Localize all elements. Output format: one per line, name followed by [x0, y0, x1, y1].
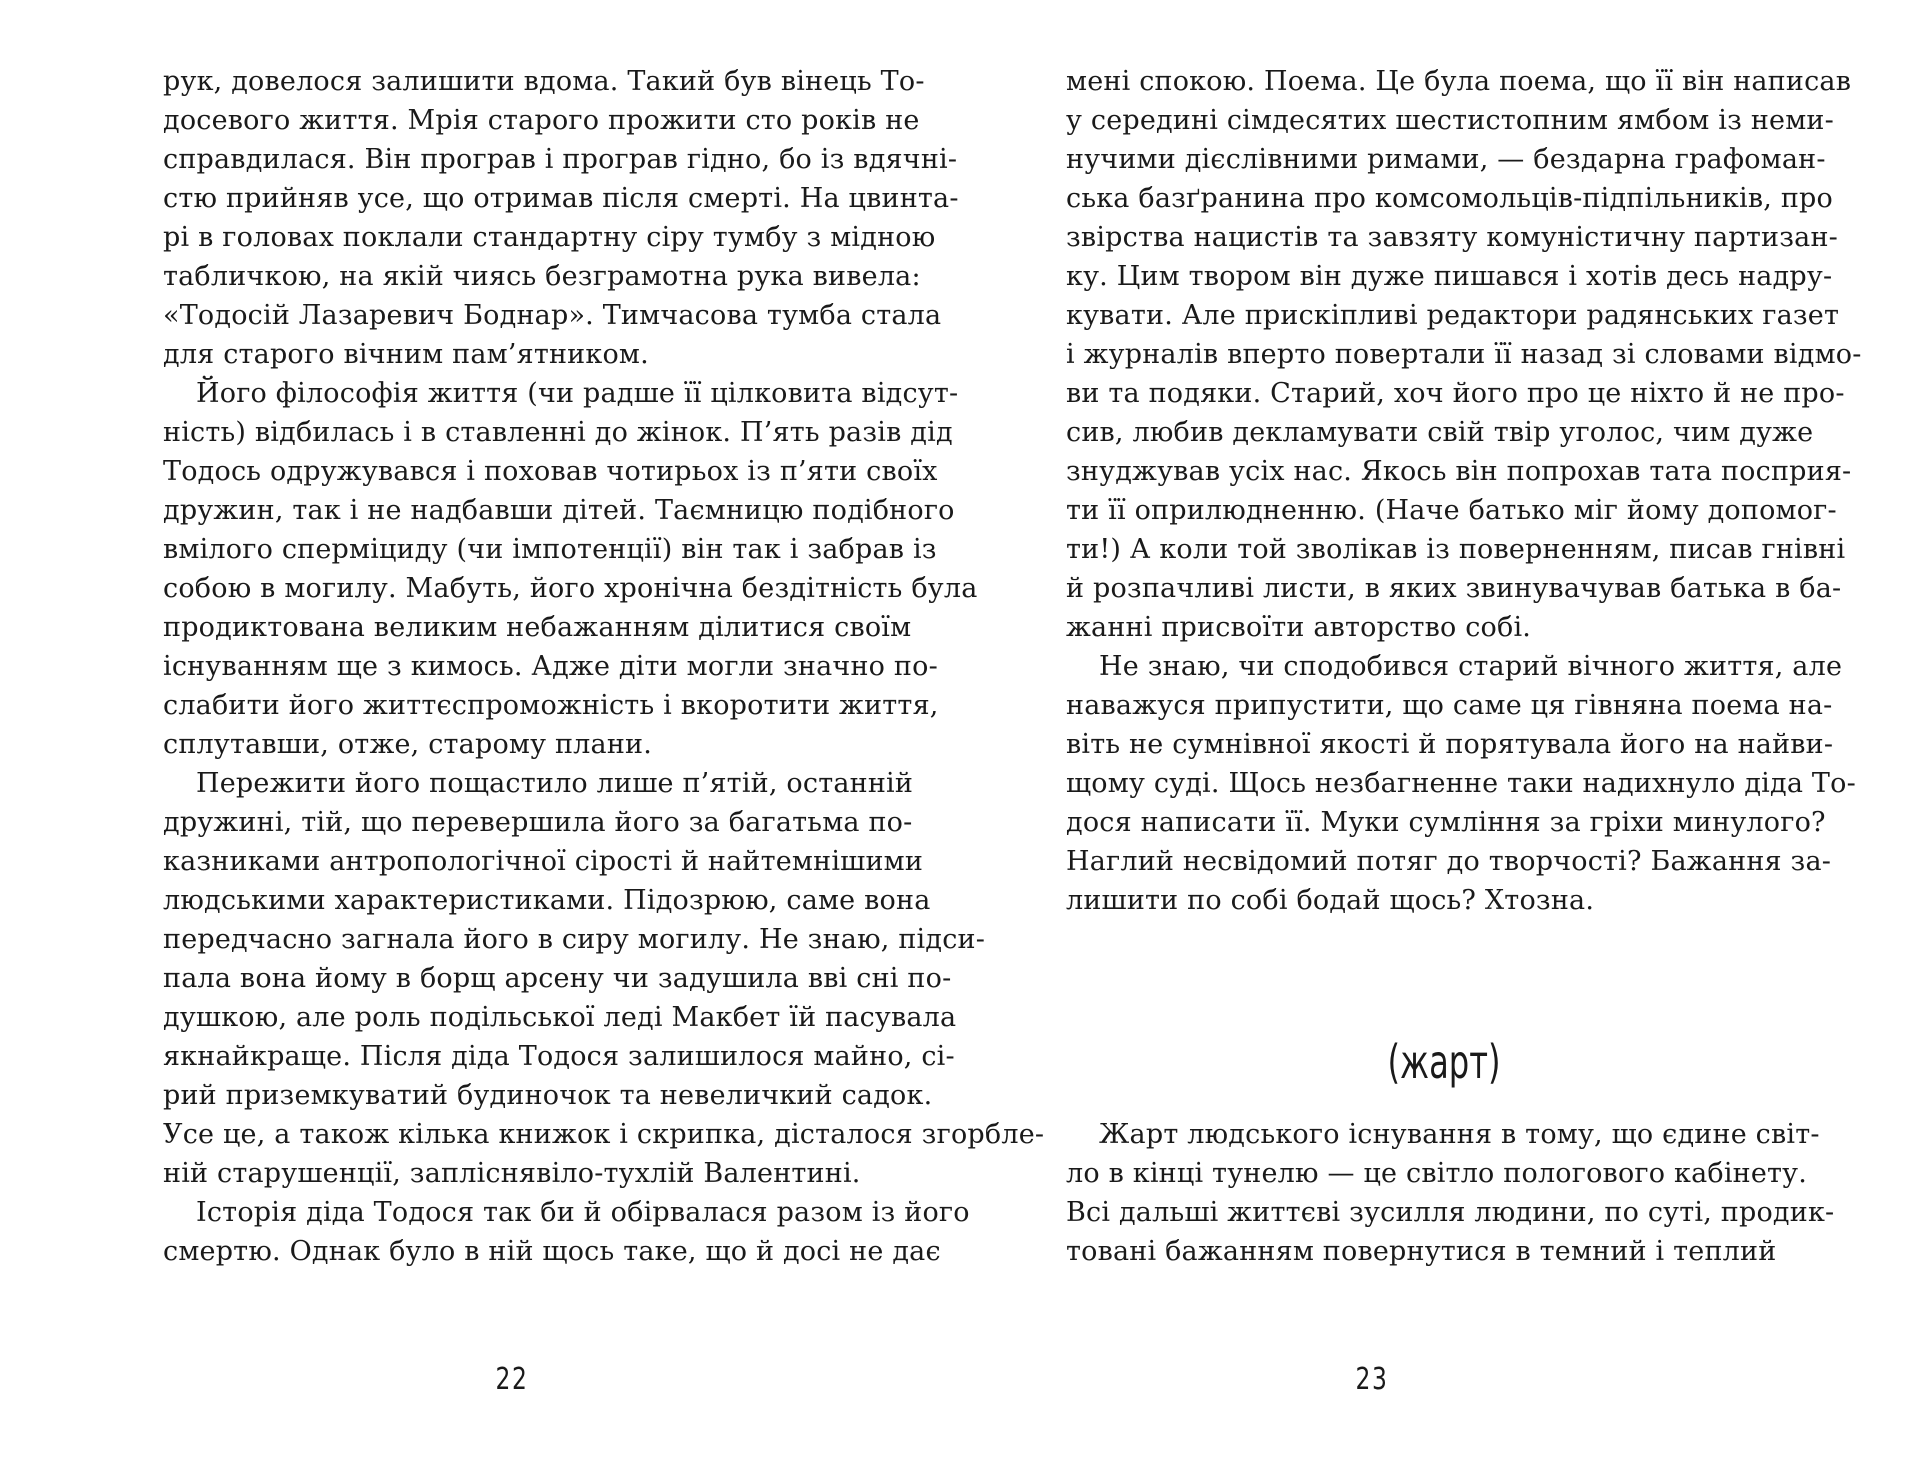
- text-line: рук, довелося залишити вдома. Такий був вінець То-: [163, 66, 925, 97]
- text-line: пала вона йому в борщ арсену чи задушила вві сні по-: [163, 963, 952, 994]
- text-line: ло в кінці тунелю — це світло пологового кабінету.: [1066, 1158, 1808, 1189]
- text-line: ній старушенції, запліснявіло-тухлій Валентині.: [163, 1158, 861, 1189]
- text-line: й розпачливі листи, в яких звинувачував батька в ба-: [1066, 573, 1842, 604]
- text-line: душкою, але роль подільської леді Макбет їй пасувала: [163, 1002, 957, 1033]
- text-line: існуванням ще з кимось. Адже діти могли значно по-: [163, 651, 938, 682]
- text-line: Пережити його пощастило лише п’ятій, останній: [196, 768, 914, 799]
- text-line: справдилася. Він програв і програв гідно, бо із вдячні-: [163, 144, 958, 175]
- text-line: Усе це, а також кілька книжок і скрипка, дісталося згорбле-: [163, 1119, 1045, 1150]
- text-line: сплутавши, отже, старому плани.: [163, 729, 653, 760]
- text-line: собою в могилу. Мабуть, його хронічна бездітність була: [163, 573, 978, 604]
- text-line: і журналів вперто повертали її назад зі словами відмо-: [1066, 339, 1862, 370]
- text-line: знуджував усіх нас. Якось він попрохав тата посприя-: [1066, 456, 1852, 487]
- text-line: Історія діда Тодося так би й обірвалася разом із його: [196, 1197, 970, 1228]
- text-line: для старого вічним пам’ятником.: [163, 339, 649, 370]
- text-line: рий приземкуватий будиночок та невеличкий садок.: [163, 1080, 933, 1111]
- text-line: Наглий несвідомий потяг до творчості? Бажання за-: [1066, 846, 1832, 877]
- text-line: щому суді. Щось незбагненне таки надихнуло діда То-: [1066, 768, 1856, 799]
- text-line: продиктована великим небажанням ділитися своїм: [163, 612, 912, 643]
- text-line: людськими характеристиками. Підозрюю, саме вона: [163, 885, 931, 916]
- text-line: віть не сумнівної якості й порятувала його на найви-: [1066, 729, 1834, 760]
- text-line: товані бажанням повернутися в темний і теплий: [1066, 1236, 1777, 1267]
- section-title: (жарт): [1387, 1035, 1501, 1089]
- text-line: дружині, тій, що перевершила його за багатьма по-: [163, 807, 913, 838]
- text-line: Його філософія життя (чи радше її цілковита відсут-: [196, 378, 959, 409]
- text-line: у середині сімдесятих шестистопним ямбом із неми-: [1066, 105, 1834, 136]
- text-line: стю прийняв усе, що отримав після смерті. На цвинта-: [163, 183, 959, 214]
- text-line: рі в головах поклали стандартну сіру тумбу з мідною: [163, 222, 936, 253]
- text-line: якнайкраще. Після діда Тодося залишилося майно, сі-: [163, 1041, 955, 1072]
- text-line: сив, любив декламувати свій твір уголос, чим дуже: [1066, 417, 1814, 448]
- text-line: нучими дієслівними римами, — бездарна графоман-: [1066, 144, 1826, 175]
- text-line: ти!) А коли той зволікав із поверненням, писав гнівні: [1066, 534, 1846, 565]
- text-line: ська базґранина про комсомольців-підпільників, про: [1066, 183, 1833, 214]
- text-line: ви та подяки. Старий, хоч його про це ніхто й не про-: [1066, 378, 1845, 409]
- text-line: звірства нацистів та завзяту комуністичну партизан-: [1066, 222, 1838, 253]
- text-line: лишити по собі бодай щось? Хтозна.: [1066, 885, 1595, 916]
- text-line: наважуся припустити, що саме ця гівняна поема на-: [1066, 690, 1833, 721]
- page-number: 23: [1355, 1362, 1389, 1397]
- text-line: табличкою, на якій чиясь безграмотна рука вивела:: [163, 261, 921, 292]
- text-line: слабити його життєспроможність і вкоротити життя,: [163, 690, 939, 721]
- right-page: [960, 0, 1920, 1459]
- text-line: ку. Цим твором він дуже пишався і хотів десь надру-: [1066, 261, 1833, 292]
- text-line: Не знаю, чи сподобився старий вічного життя, але: [1099, 651, 1843, 682]
- text-line: вмілого сперміциду (чи імпотенції) він так і забрав із: [163, 534, 937, 565]
- text-line: досевого життя. Мрія старого прожити сто років не: [163, 105, 920, 136]
- text-line: мені спокою. Поема. Це була поема, що її він написав: [1066, 66, 1852, 97]
- text-line: кувати. Але прискіпливі редактори радянських газет: [1066, 300, 1840, 331]
- text-line: дружин, так і не надбавши дітей. Таємницю подібного: [163, 495, 955, 526]
- text-line: смертю. Однак було в ній щось таке, що й досі не дає: [163, 1236, 941, 1267]
- text-line: Всі дальші життєві зусилля людини, по суті, продик-: [1066, 1197, 1835, 1228]
- page-number: 22: [495, 1362, 529, 1397]
- text-line: ти її оприлюдненню. (Наче батько міг йому допомог-: [1066, 495, 1837, 526]
- text-line: казниками антропологічної сірості й найтемнішими: [163, 846, 924, 877]
- text-line: Тодось одружувався і поховав чотирьох із п’яти своїх: [163, 456, 938, 487]
- text-line: ність) відбилась і в ставленні до жінок. П’ять разів дід: [163, 417, 953, 448]
- text-line: жанні присвоїти авторство собі.: [1066, 612, 1532, 643]
- text-line: Жарт людського існування в тому, що єдине світ-: [1099, 1119, 1820, 1150]
- text-line: «Тодосій Лазаревич Боднар». Тимчасова тумба стала: [163, 300, 942, 331]
- text-line: передчасно загнала його в сиру могилу. Не знаю, підси-: [163, 924, 986, 955]
- text-line: дося написати її. Муки сумління за гріхи минулого?: [1066, 807, 1826, 838]
